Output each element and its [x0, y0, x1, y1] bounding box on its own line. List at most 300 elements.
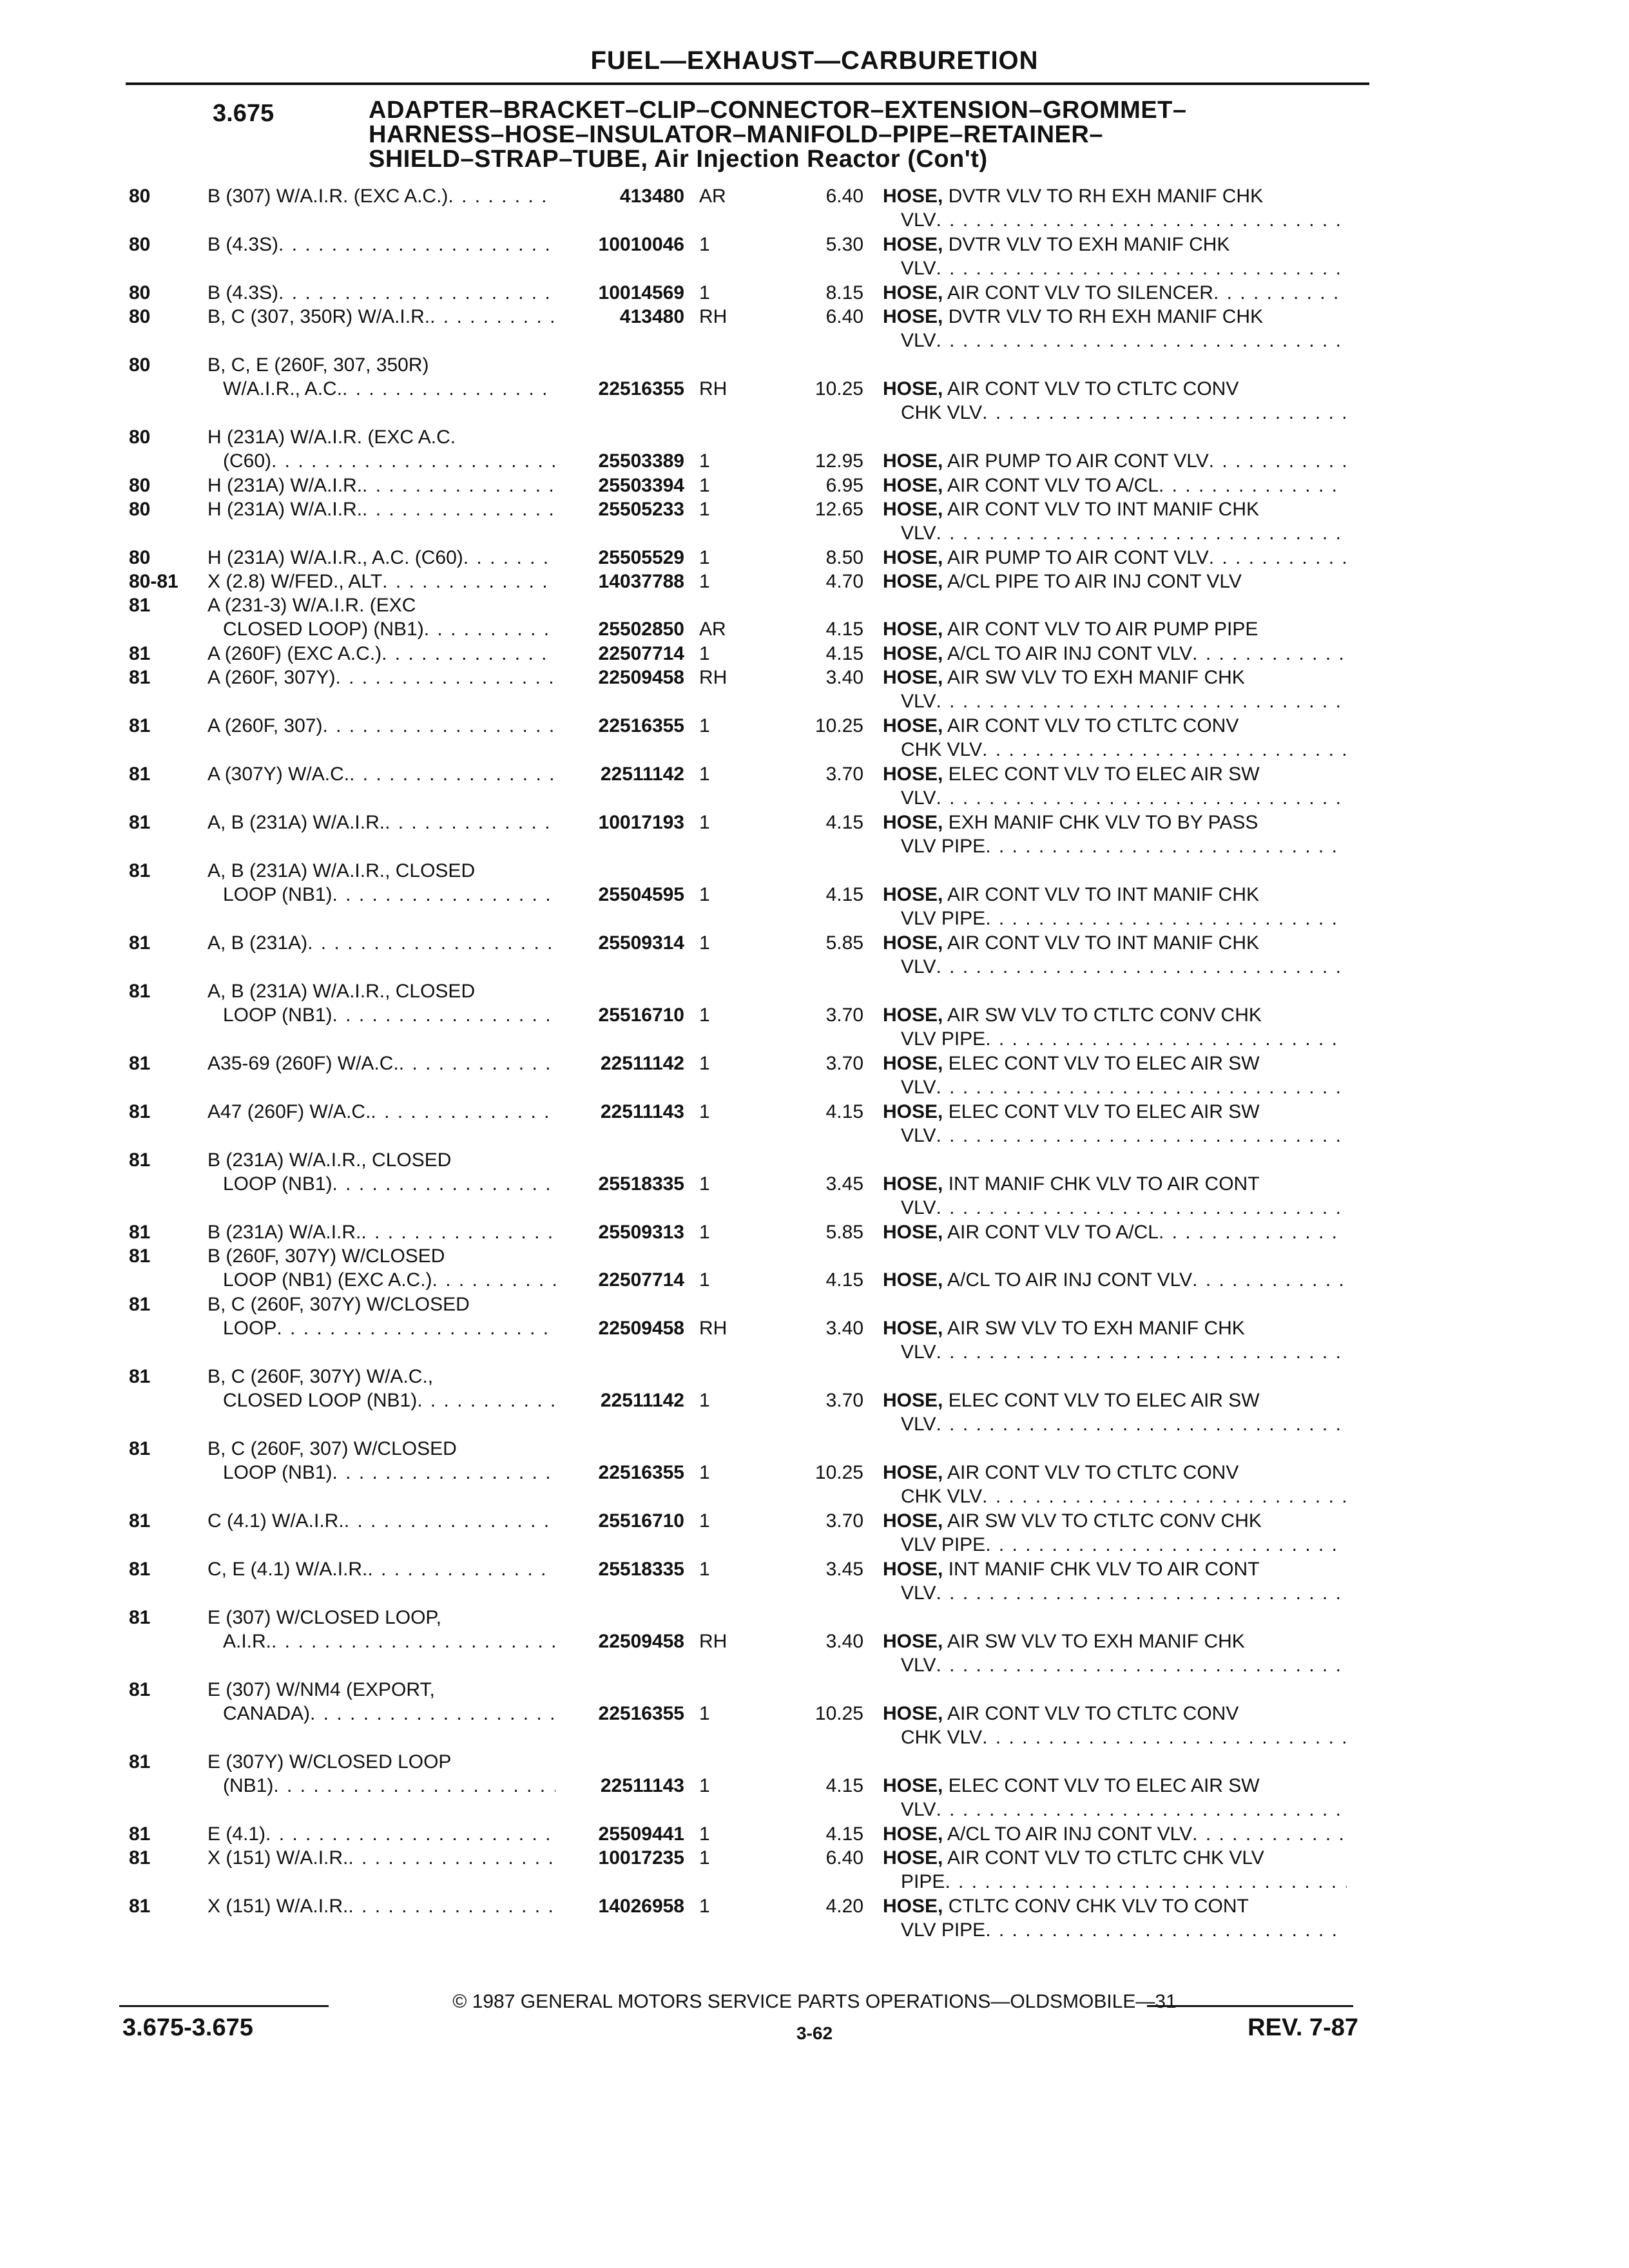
row-price: 5.85 — [825, 932, 863, 954]
description-line: HOSE, AIR CONT VLV TO SILENCER — [883, 282, 1213, 303]
row-description — [883, 233, 1347, 280]
leader-dots — [448, 184, 555, 208]
row-price: 4.70 — [825, 571, 863, 592]
row-page-ref: 81 — [129, 1751, 151, 1773]
parts-row — [0, 305, 1629, 352]
parts-row — [0, 1750, 1629, 1821]
description-line: VLV — [901, 787, 936, 809]
description-line: HOSE, AIR CONT VLV TO CTLTC CONV — [883, 715, 1239, 736]
row-application — [207, 497, 555, 521]
row-page-ref: 81 — [129, 764, 151, 785]
row-part-number: 25509314 — [598, 932, 684, 954]
description-line: CHK VLV — [901, 739, 983, 760]
application-line: X (2.8) W/FED., ALT — [207, 571, 383, 592]
row-page-ref: 81 — [129, 1101, 151, 1122]
row-page-ref: 81 — [129, 1438, 151, 1459]
description-line: CHK VLV — [901, 1486, 983, 1507]
row-description — [883, 377, 1347, 425]
row-description — [883, 617, 1347, 641]
row-page-ref: 81 — [129, 715, 151, 736]
parts-row — [0, 931, 1629, 979]
description-line: HOSE, EXH MANIF CHK VLV TO BY PASS — [883, 812, 1258, 833]
application-line: B, C (307, 350R) W/A.I.R. — [207, 306, 430, 327]
row-page-ref: 81 — [129, 1053, 151, 1074]
row-page-ref: 81 — [129, 812, 151, 833]
row-price: 3.70 — [825, 1390, 863, 1411]
leader-dots — [432, 1268, 555, 1292]
parts-row — [0, 353, 1629, 425]
row-description — [883, 1220, 1347, 1244]
row-quantity: 1 — [699, 884, 710, 905]
row-application — [207, 1678, 555, 1725]
row-part-number: 22516355 — [598, 715, 684, 736]
row-application — [207, 666, 555, 689]
leader-dots — [348, 1894, 555, 1918]
description-line: HOSE, AIR PUMP TO AIR CONT VLV — [883, 547, 1209, 568]
parts-row — [0, 1894, 1629, 1942]
application-line: (C60) — [223, 450, 272, 472]
row-part-number: 25509313 — [598, 1222, 684, 1243]
row-application — [207, 1052, 555, 1075]
row-part-number: 25504595 — [598, 884, 684, 905]
application-line: (NB1) — [223, 1775, 274, 1796]
row-page-ref: 80 — [129, 282, 151, 303]
leader-dots — [424, 617, 555, 641]
leader-dots — [936, 1075, 1347, 1099]
parts-row — [0, 497, 1629, 545]
leader-dots — [430, 305, 555, 329]
leader-dots — [333, 1172, 556, 1196]
row-quantity: 1 — [699, 1053, 710, 1074]
row-description — [883, 1702, 1347, 1749]
row-price: 8.50 — [825, 547, 863, 568]
application-line: LOOP — [223, 1318, 277, 1339]
row-price: 12.95 — [815, 450, 863, 472]
footer-page-number: 3-62 — [796, 2023, 833, 2043]
section-title-line: HARNESS–HOSE–INSULATOR–MANIFOLD–PIPE–RETAINER– — [369, 121, 1103, 148]
row-quantity: 1 — [699, 1173, 710, 1195]
row-description — [883, 1629, 1347, 1677]
row-page-ref: 80 — [129, 499, 151, 520]
row-part-number: 25509441 — [598, 1823, 684, 1845]
row-application — [207, 1894, 555, 1918]
parts-row — [0, 570, 1629, 593]
row-part-number: 10010046 — [598, 234, 684, 255]
application-line: B (4.3S) — [207, 282, 279, 303]
leader-dots — [335, 666, 555, 689]
row-part-number: 14037788 — [598, 571, 684, 592]
application-line: W/A.I.R., A.C. — [223, 378, 343, 399]
section-number: 3.675 — [213, 100, 275, 127]
description-line: VLV — [901, 1655, 936, 1676]
application-line: LOOP (NB1) — [223, 1004, 333, 1026]
row-price: 12.65 — [815, 499, 863, 520]
parts-row — [0, 1437, 1629, 1508]
application-line: E (307) W/CLOSED LOOP, — [207, 1607, 441, 1628]
row-price: 6.40 — [825, 306, 863, 327]
leader-dots — [348, 1846, 555, 1870]
row-description — [883, 546, 1347, 570]
description-line: VLV — [901, 1197, 936, 1218]
row-price: 8.15 — [825, 282, 863, 303]
row-quantity: 1 — [699, 1269, 710, 1291]
row-page-ref: 81 — [129, 667, 151, 688]
application-line: E (4.1) — [207, 1823, 266, 1845]
row-page-ref: 81 — [129, 981, 151, 1002]
leader-dots — [271, 449, 555, 473]
row-price: 10.25 — [815, 378, 863, 399]
leader-dots — [936, 208, 1347, 232]
leader-dots — [381, 642, 555, 666]
parts-row — [0, 425, 1629, 473]
row-quantity: 1 — [699, 1896, 710, 1917]
leader-dots — [278, 233, 555, 256]
description-line: VLV — [901, 523, 936, 544]
description-line: HOSE, ELEC CONT VLV TO ELEC AIR SW — [883, 1390, 1260, 1411]
row-application — [207, 1846, 555, 1870]
row-quantity: RH — [699, 1631, 728, 1652]
row-price: 4.15 — [825, 1775, 863, 1796]
parts-row — [0, 1052, 1629, 1099]
description-line: VLV — [901, 330, 936, 351]
row-application — [207, 233, 555, 256]
parts-row — [0, 666, 1629, 713]
description-line: PIPE — [901, 1871, 945, 1892]
row-part-number: 10014569 — [598, 282, 684, 303]
row-part-number: 14026958 — [598, 1896, 684, 1917]
row-quantity: 1 — [699, 547, 710, 568]
row-application — [207, 1293, 555, 1340]
description-line: VLV — [901, 1799, 936, 1820]
leader-dots — [333, 1003, 556, 1027]
row-part-number: 25503389 — [598, 450, 684, 472]
row-price: 3.40 — [825, 1631, 863, 1652]
row-description — [883, 931, 1347, 979]
row-application — [207, 714, 555, 738]
parts-row — [0, 281, 1629, 305]
row-part-number: 25505233 — [598, 499, 684, 520]
row-page-ref: 81 — [129, 1510, 151, 1532]
description-line: HOSE, AIR CONT VLV TO INT MANIF CHK — [883, 499, 1260, 520]
section-title-line: SHIELD–STRAP–TUBE, Air Injection Reactor (Con't) — [369, 146, 988, 173]
leader-dots — [985, 834, 1347, 858]
row-application — [207, 811, 555, 834]
description-line: HOSE, ELEC CONT VLV TO ELEC AIR SW — [883, 1775, 1260, 1796]
row-part-number: 22507714 — [598, 1269, 684, 1291]
row-page-ref: 80 — [129, 186, 151, 207]
row-page-ref: 81 — [129, 1847, 151, 1869]
application-line: A (260F, 307Y) — [207, 667, 336, 688]
row-quantity: 1 — [699, 1703, 710, 1724]
application-line: C (4.1) W/A.I.R. — [207, 1510, 344, 1532]
row-part-number: 25518335 — [598, 1173, 684, 1195]
row-page-ref: 81 — [129, 1222, 151, 1243]
leader-dots — [985, 907, 1347, 930]
row-quantity: 1 — [699, 475, 710, 496]
row-part-number: 22516355 — [598, 1703, 684, 1724]
leader-dots — [310, 1702, 555, 1725]
leader-dots — [278, 281, 555, 305]
row-quantity: 1 — [699, 1390, 710, 1411]
description-line: HOSE, A/CL PIPE TO AIR INJ CONT VLV — [883, 571, 1242, 592]
row-part-number: 22516355 — [598, 1462, 684, 1483]
row-quantity: 1 — [699, 1222, 710, 1243]
parts-list — [0, 184, 1629, 1943]
row-part-number: 22509458 — [598, 1318, 684, 1339]
application-line: B, C (260F, 307) W/CLOSED — [207, 1438, 457, 1459]
row-price: 3.40 — [825, 667, 863, 688]
row-part-number: 22509458 — [598, 1631, 684, 1652]
leader-dots — [945, 1870, 1347, 1894]
parts-row — [0, 233, 1629, 280]
row-page-ref: 81 — [129, 1559, 151, 1580]
leader-dots — [322, 714, 555, 738]
leader-dots — [1159, 1220, 1347, 1244]
row-quantity: 1 — [699, 764, 710, 785]
description-line: HOSE, AIR SW VLV TO EXH MANIF CHK — [883, 667, 1245, 688]
description-line: HOSE, AIR CONT VLV TO INT MANIF CHK — [883, 932, 1260, 954]
row-page-ref: 80 — [129, 427, 151, 448]
row-description — [883, 497, 1347, 545]
row-description — [883, 474, 1347, 497]
leader-dots — [982, 738, 1347, 762]
row-part-number: 22511142 — [600, 764, 684, 785]
leader-dots — [1209, 449, 1347, 473]
row-quantity: 1 — [699, 812, 710, 833]
parts-row — [0, 1557, 1629, 1605]
row-application — [207, 1509, 555, 1533]
row-price: 3.70 — [825, 1510, 863, 1532]
row-application — [207, 979, 555, 1027]
description-line: HOSE, INT MANIF CHK VLV TO AIR CONT — [883, 1559, 1260, 1580]
leader-dots — [367, 1557, 555, 1581]
row-quantity: 1 — [699, 1101, 710, 1122]
application-line: C, E (4.1) W/A.I.R. — [207, 1559, 368, 1580]
description-line: HOSE, CTLTC CONV CHK VLV TO CONT — [883, 1896, 1249, 1917]
application-line: B (4.3S) — [207, 234, 279, 255]
leader-dots — [982, 401, 1347, 425]
description-line: VLV — [901, 209, 936, 231]
leader-dots — [382, 570, 555, 593]
description-line: VLV — [901, 258, 936, 279]
row-quantity: RH — [699, 306, 728, 327]
description-line: HOSE, ELEC CONT VLV TO ELEC AIR SW — [883, 1101, 1260, 1122]
row-application — [207, 281, 555, 305]
row-price: 4.15 — [825, 812, 863, 833]
parts-row — [0, 593, 1629, 641]
row-application — [207, 859, 555, 907]
row-application — [207, 642, 555, 666]
application-line: A, B (231A) W/A.I.R., CLOSED — [207, 981, 476, 1002]
application-line: A, B (231A) W/A.I.R., CLOSED — [207, 860, 476, 881]
leader-dots — [417, 1389, 555, 1412]
row-price: 10.25 — [815, 715, 863, 736]
description-line: VLV — [901, 956, 936, 977]
leader-dots — [936, 1124, 1347, 1148]
row-description — [883, 1822, 1347, 1846]
leader-dots — [333, 883, 556, 907]
row-page-ref: 80 — [129, 306, 151, 327]
application-line: B (231A) W/A.I.R. — [207, 1222, 361, 1243]
row-price: 6.40 — [825, 186, 863, 207]
description-line: HOSE, ELEC CONT VLV TO ELEC AIR SW — [883, 764, 1260, 785]
row-application — [207, 1557, 555, 1581]
description-line: HOSE, AIR SW VLV TO EXH MANIF CHK — [883, 1318, 1245, 1339]
header-rule — [126, 82, 1369, 85]
row-application — [207, 353, 555, 401]
leader-dots — [936, 256, 1347, 280]
application-line: LOOP (NB1) — [223, 1173, 333, 1195]
row-description — [883, 1268, 1347, 1292]
application-line: B (231A) W/A.I.R., CLOSED — [207, 1149, 452, 1171]
row-description — [883, 305, 1347, 352]
row-description — [883, 1509, 1347, 1557]
row-quantity: 1 — [699, 282, 710, 303]
parts-row — [0, 1822, 1629, 1846]
application-line: A (260F, 307) — [207, 715, 323, 736]
description-line: HOSE, AIR PUMP TO AIR CONT VLV — [883, 450, 1209, 472]
row-description — [883, 1389, 1347, 1436]
application-line: H (231A) W/A.I.R. (EXC A.C. — [207, 427, 456, 448]
row-part-number: 22511143 — [600, 1101, 684, 1122]
application-line: X (151) W/A.I.R. — [207, 1896, 349, 1917]
description-line: VLV PIPE — [901, 1028, 986, 1050]
application-line: H (231A) W/A.I.R. — [207, 499, 363, 520]
leader-dots — [982, 1725, 1347, 1749]
leader-dots — [1159, 474, 1347, 497]
leader-dots — [982, 1485, 1347, 1508]
row-price: 4.15 — [825, 1269, 863, 1291]
row-page-ref: 81 — [129, 1366, 151, 1387]
footer-revision: REV. 7-87 — [1248, 2014, 1358, 2041]
row-quantity: AR — [699, 186, 726, 207]
application-line: E (307Y) W/CLOSED LOOP — [207, 1751, 452, 1773]
description-line: HOSE, A/CL TO AIR INJ CONT VLV — [883, 643, 1193, 664]
leader-dots — [936, 1653, 1347, 1677]
application-line: LOOP (NB1) — [223, 1462, 333, 1483]
row-page-ref: 81 — [129, 1245, 151, 1267]
row-part-number: 25503394 — [598, 475, 684, 496]
application-line: A (231-3) W/A.I.R. (EXC — [207, 595, 416, 616]
application-line: CLOSED LOOP (NB1) — [223, 1390, 418, 1411]
parts-row — [0, 1148, 1629, 1220]
row-price: 5.85 — [825, 1222, 863, 1243]
leader-dots — [936, 521, 1347, 545]
description-line: HOSE, DVTR VLV TO EXH MANIF CHK — [883, 234, 1230, 255]
row-quantity: 1 — [699, 234, 710, 255]
row-application — [207, 1365, 555, 1412]
row-page-ref: 81 — [129, 1679, 151, 1700]
row-description — [883, 1316, 1347, 1364]
parts-row — [0, 546, 1629, 570]
row-quantity: 1 — [699, 932, 710, 954]
row-quantity: 1 — [699, 1510, 710, 1532]
leader-dots — [985, 1918, 1347, 1942]
row-part-number: 413480 — [619, 186, 684, 207]
row-quantity: 1 — [699, 1823, 710, 1845]
leader-dots — [936, 329, 1347, 352]
leader-dots — [463, 546, 555, 570]
parts-row — [0, 1365, 1629, 1436]
row-description — [883, 642, 1347, 666]
row-application — [207, 425, 555, 473]
description-line: CHK VLV — [901, 1727, 983, 1748]
row-part-number: 22507714 — [598, 643, 684, 664]
row-page-ref: 80 — [129, 234, 151, 255]
leader-dots — [307, 931, 555, 955]
row-description — [883, 883, 1347, 930]
leader-dots — [936, 1412, 1347, 1436]
row-application — [207, 305, 555, 329]
row-description — [883, 1003, 1347, 1051]
description-line: VLV PIPE — [901, 836, 986, 857]
leader-dots — [273, 1774, 555, 1798]
footer-copyright: © 1987 GENERAL MOTORS SERVICE PARTS OPERATIONS—OLDSMOBILE—31 — [452, 1991, 1177, 2012]
row-application — [207, 1437, 555, 1485]
parts-row — [0, 859, 1629, 930]
row-application — [207, 1750, 555, 1798]
description-line: VLV — [901, 691, 936, 712]
row-application — [207, 1244, 555, 1292]
description-line: VLV PIPE — [901, 1919, 986, 1941]
description-line: HOSE, AIR SW VLV TO EXH MANIF CHK — [883, 1631, 1245, 1652]
row-quantity: 1 — [699, 1559, 710, 1580]
row-part-number: 22511142 — [600, 1390, 684, 1411]
row-quantity: 1 — [699, 1004, 710, 1026]
row-part-number: 25505529 — [598, 547, 684, 568]
row-application — [207, 184, 555, 208]
row-quantity: RH — [699, 378, 728, 399]
row-application — [207, 593, 555, 641]
row-price: 3.70 — [825, 764, 863, 785]
parts-row — [0, 474, 1629, 497]
leader-dots — [936, 1798, 1347, 1821]
leader-dots — [936, 1581, 1347, 1605]
row-page-ref: 80-81 — [129, 571, 178, 592]
application-line: A35-69 (260F) W/A.C. — [207, 1053, 399, 1074]
leader-dots — [362, 474, 555, 497]
application-line: CANADA) — [223, 1703, 311, 1724]
leader-dots — [985, 1027, 1347, 1051]
row-price: 4.15 — [825, 1101, 863, 1122]
leader-dots — [362, 497, 555, 521]
section-title-line: ADAPTER–BRACKET–CLIP–CONNECTOR–EXTENSION–GROMMET– — [369, 97, 1187, 124]
row-price: 6.40 — [825, 1847, 863, 1869]
leader-dots — [985, 1533, 1347, 1557]
application-line: LOOP (NB1) — [223, 884, 333, 905]
description-line: VLV PIPE — [901, 908, 986, 929]
application-line: B (260F, 307Y) W/CLOSED — [207, 1245, 445, 1267]
application-line: X (151) W/A.I.R. — [207, 1847, 349, 1869]
application-line: A (307Y) W/A.C. — [207, 764, 350, 785]
description-line: CHK VLV — [901, 402, 983, 423]
row-description — [883, 666, 1347, 713]
row-description — [883, 762, 1347, 810]
parts-row — [0, 979, 1629, 1051]
description-line: HOSE, A/CL TO AIR INJ CONT VLV — [883, 1269, 1193, 1291]
parts-row — [0, 1606, 1629, 1677]
row-price: 3.40 — [825, 1318, 863, 1339]
parts-row — [0, 642, 1629, 666]
leader-dots — [385, 811, 555, 834]
row-quantity: RH — [699, 1318, 728, 1339]
row-page-ref: 81 — [129, 1607, 151, 1628]
row-description — [883, 1052, 1347, 1099]
row-price: 5.30 — [825, 234, 863, 255]
row-price: 4.20 — [825, 1896, 863, 1917]
row-price: 3.70 — [825, 1053, 863, 1074]
leader-dots — [349, 762, 555, 786]
